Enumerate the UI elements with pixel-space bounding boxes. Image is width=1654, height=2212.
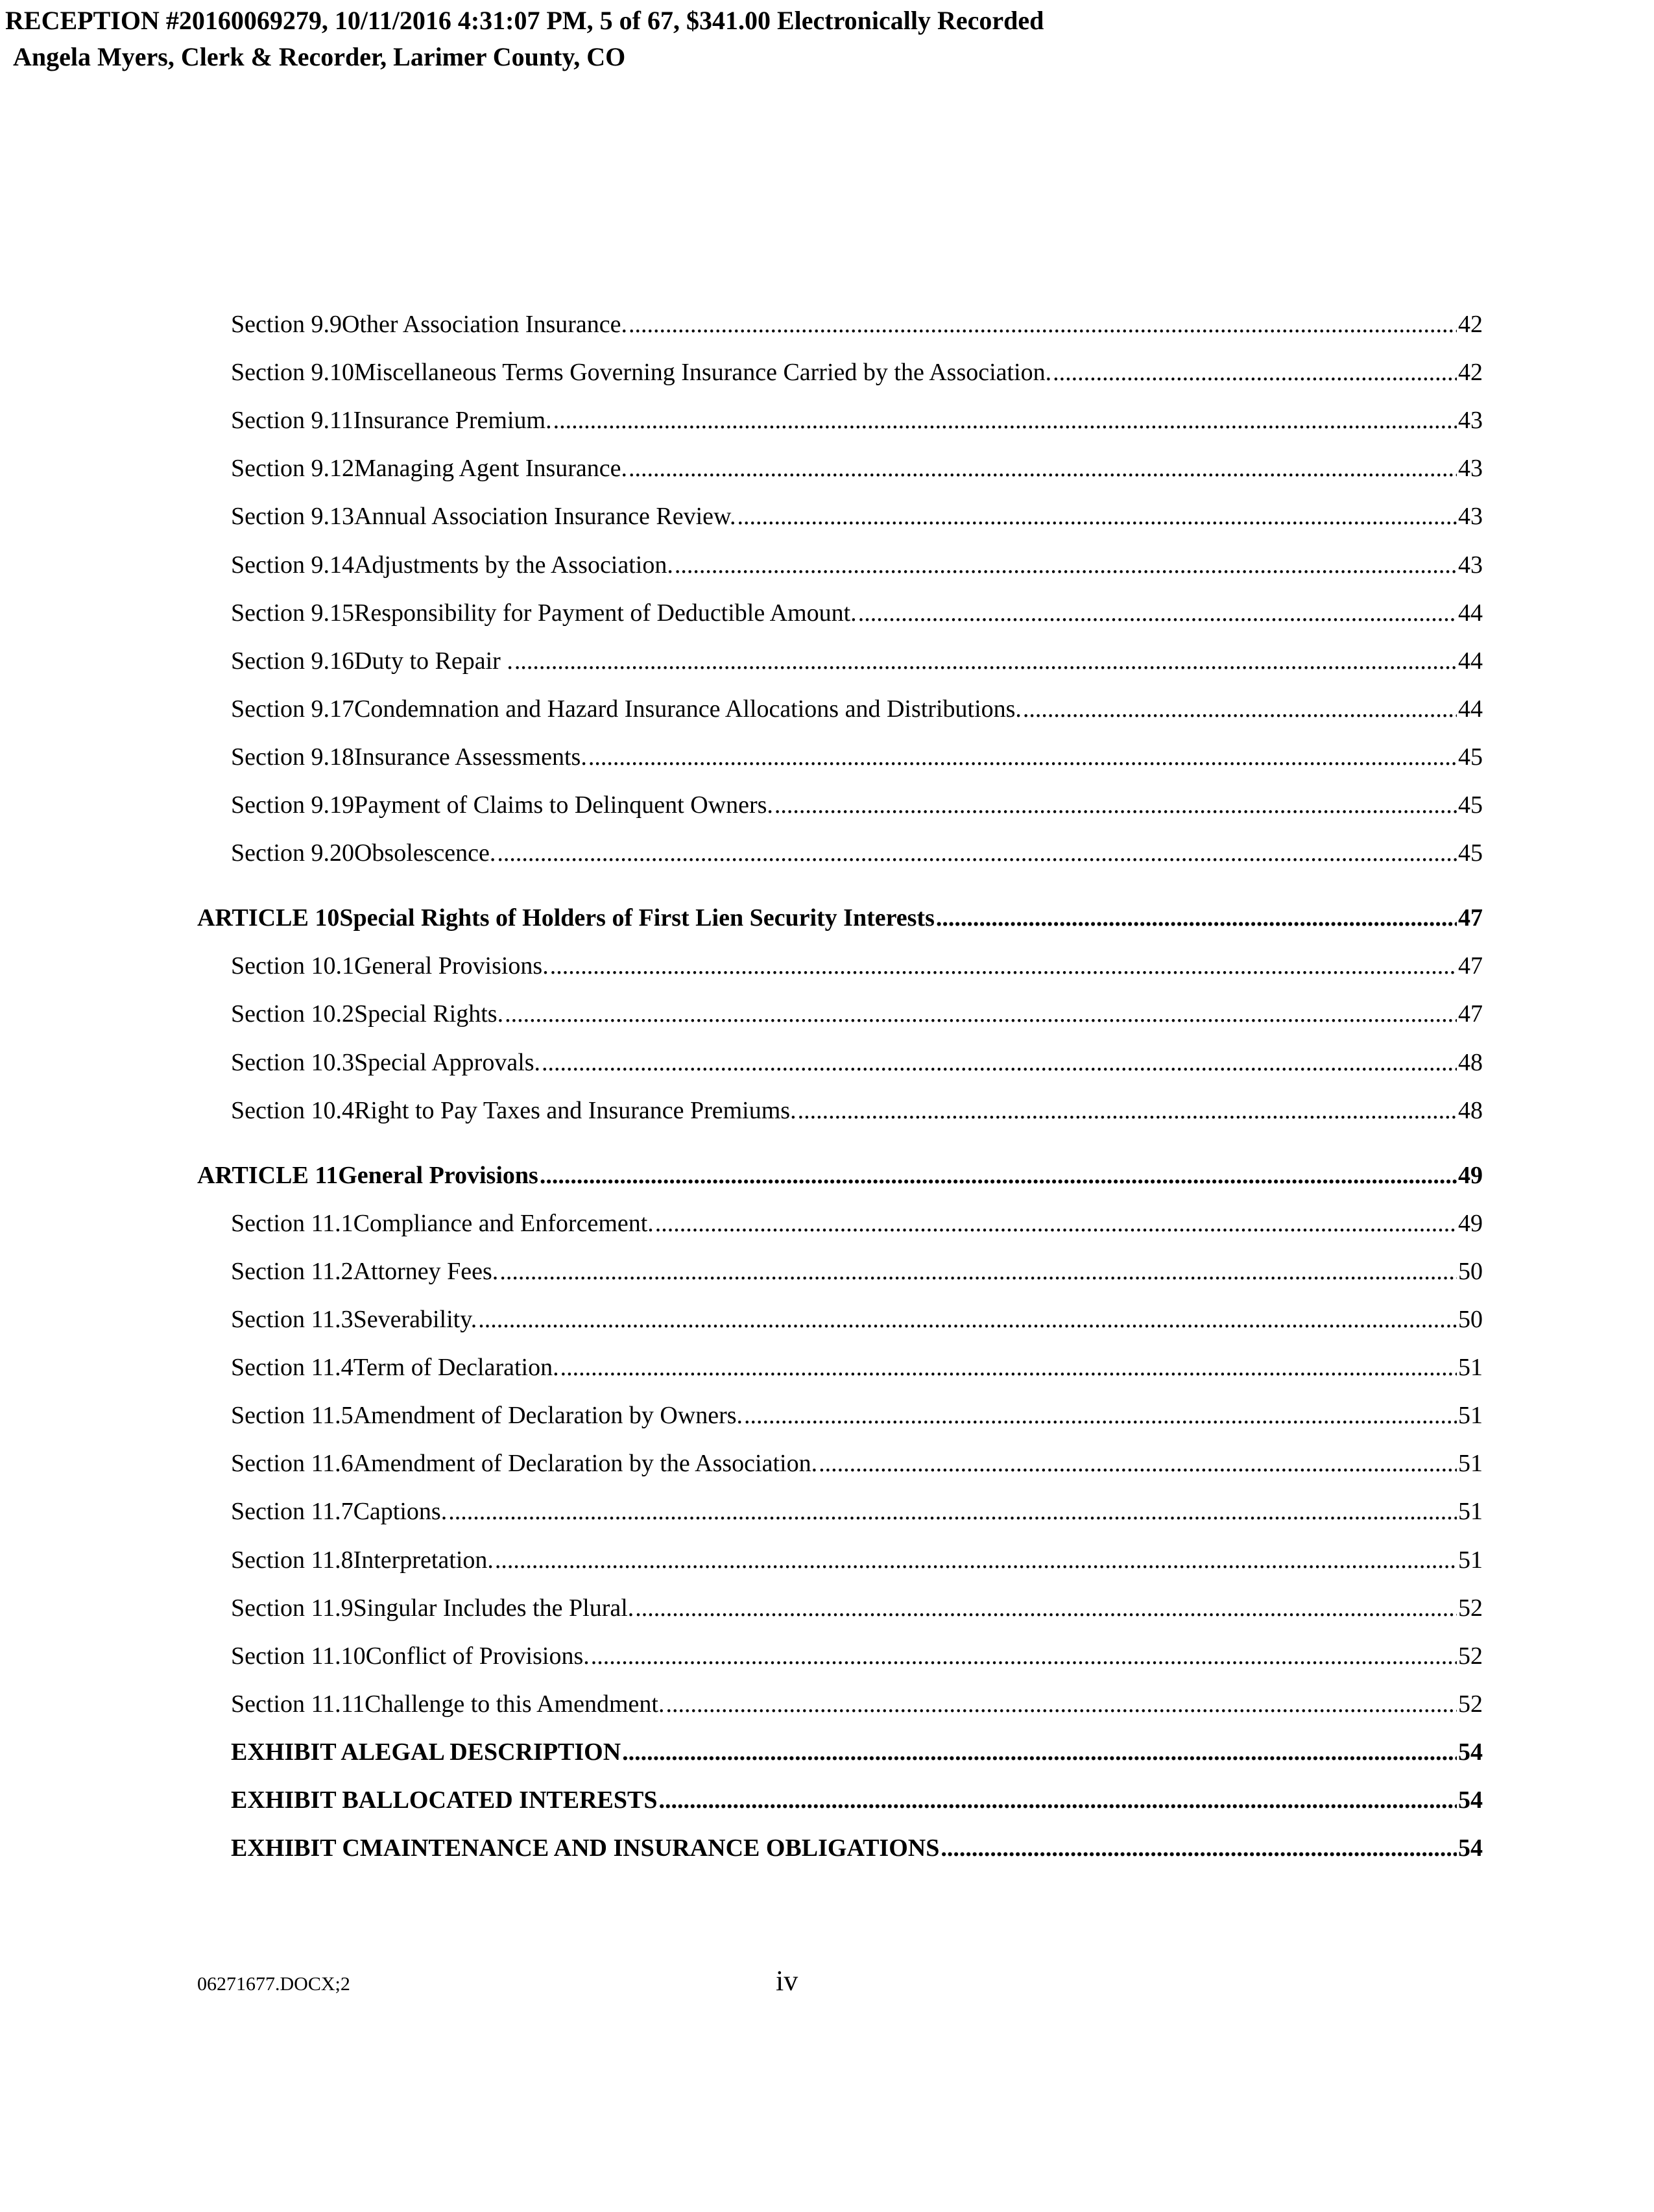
toc-entry-number: Section 10.4: [231, 1096, 354, 1124]
toc-dot-leader: [588, 738, 1457, 776]
toc-entry-title: Severability.: [353, 1306, 477, 1333]
toc-entry-page: 48: [1458, 1096, 1483, 1124]
toc-entry: [231, 497, 1483, 536]
toc-entry-page: 51: [1458, 1546, 1483, 1574]
toc-entry-number: Section 10.2: [231, 1000, 354, 1028]
toc-entry: [231, 1492, 1483, 1531]
toc-entry-page: 54: [1458, 1834, 1483, 1862]
toc-dot-leader: [655, 1204, 1457, 1243]
toc-dot-leader: [448, 1492, 1457, 1531]
recording-stamp-line-1: RECEPTION #20160069279, 10/11/2016 4:31:07 PM, 5 of 67, $341.00 Electronically Recorded: [5, 6, 1044, 35]
toc-entry-title: Special Rights.: [354, 1000, 504, 1028]
toc-entry-number: Section 9.10: [231, 359, 354, 387]
toc-entry-number: Section 9.18: [231, 743, 354, 771]
toc-entry-page: 44: [1458, 695, 1483, 723]
toc-entry: [231, 449, 1483, 488]
toc-dot-leader: [774, 786, 1457, 824]
toc-entry-number: EXHIBIT A: [231, 1738, 359, 1766]
toc-entry: [231, 642, 1483, 680]
toc-entry: [231, 738, 1483, 776]
toc-entry-number: Section 11.7: [231, 1498, 354, 1526]
toc-entry-number: Section 9.14: [231, 551, 354, 579]
toc-dot-leader: [550, 946, 1457, 985]
toc-entry-title: Special Rights of Holders of First Lien Security Interests: [339, 904, 935, 932]
toc-entry-page: 51: [1458, 1498, 1483, 1526]
toc-entry-title: Amendment of Declaration by the Association.: [353, 1450, 818, 1478]
toc-entry-number: Section 11.8: [231, 1546, 354, 1574]
toc-entry-title: Singular Includes the Plural.: [353, 1594, 634, 1622]
toc-dot-leader: [1023, 690, 1457, 728]
toc-entry-page: 50: [1458, 1306, 1483, 1333]
toc-entry-page: 43: [1458, 407, 1483, 435]
toc-entry-page: 50: [1458, 1257, 1483, 1285]
toc-entry: [231, 1252, 1483, 1291]
toc-entry-page: 51: [1458, 1450, 1483, 1478]
toc-entry: [231, 1637, 1483, 1676]
toc-entry: [231, 546, 1483, 584]
toc-entry-number: Section 9.11: [231, 407, 354, 435]
toc-entry: [231, 1043, 1483, 1082]
toc-dot-leader: [514, 642, 1457, 680]
toc-entry-number: Section 9.17: [231, 695, 354, 723]
toc-entry: [231, 1348, 1483, 1387]
toc-dot-leader: [497, 834, 1457, 872]
toc-dot-leader: [478, 1300, 1457, 1339]
toc-entry-page: 49: [1458, 1161, 1483, 1189]
toc-entry-page: 54: [1458, 1786, 1483, 1814]
toc-entry-number: Section 11.6: [231, 1450, 354, 1478]
toc-entry-number: Section 11.11: [231, 1690, 365, 1718]
toc-entry-page: 44: [1458, 599, 1483, 627]
toc-entry-title: General Provisions.: [354, 952, 549, 980]
toc-entry-number: Section 10.1: [231, 952, 354, 980]
toc-dot-leader: [659, 1781, 1457, 1820]
toc-entry: [231, 1589, 1483, 1628]
toc-entry-title: Challenge to this Amendment.: [365, 1690, 665, 1718]
toc-entry: [231, 1300, 1483, 1339]
toc-dot-leader: [560, 1348, 1457, 1387]
toc-entry-page: 47: [1458, 904, 1483, 932]
toc-entry-title: Obsolescence.: [354, 839, 496, 867]
toc-dot-leader: [553, 401, 1457, 440]
toc-entry: [231, 1204, 1483, 1243]
toc-entry-number: EXHIBIT C: [231, 1834, 360, 1862]
toc-dot-leader: [495, 1541, 1457, 1580]
toc-entry-title: Right to Pay Taxes and Insurance Premiums.: [354, 1096, 797, 1124]
toc-dot-leader: [798, 1091, 1457, 1130]
toc-entry: [231, 401, 1483, 440]
toc-entry-page: 52: [1458, 1642, 1483, 1670]
toc-dot-leader: [622, 1733, 1457, 1772]
toc-entry: [231, 305, 1483, 344]
toc-entry-number: Section 9.9: [231, 311, 342, 338]
toc-entry-number: Section 9.19: [231, 791, 354, 819]
toc-entry-page: 54: [1458, 1738, 1483, 1766]
recording-stamp: [5, 3, 1044, 75]
toc-dot-leader: [591, 1637, 1457, 1676]
toc-entry-title: Term of Declaration.: [353, 1354, 559, 1382]
toc-dot-leader: [941, 1829, 1457, 1868]
toc-entry-number: ARTICLE 11: [197, 1161, 339, 1189]
toc-entry-number: Section 9.16: [231, 647, 354, 675]
toc-entry-title: General Provisions: [338, 1161, 538, 1189]
toc-entry-page: 47: [1458, 952, 1483, 980]
toc-entry-title: Other Association Insurance.: [341, 311, 628, 338]
toc-entry-title: Conflict of Provisions.: [365, 1642, 590, 1670]
toc-dot-leader: [629, 449, 1457, 488]
toc-entry: [231, 946, 1483, 985]
toc-entry: [231, 353, 1483, 392]
toc-entry-number: Section 11.5: [231, 1402, 354, 1430]
toc-entry: [231, 1685, 1483, 1724]
toc-dot-leader: [635, 1589, 1457, 1628]
toc-entry: [197, 1156, 1483, 1195]
toc-dot-leader: [858, 594, 1457, 632]
toc-dot-leader: [499, 1252, 1457, 1291]
toc-entry: [231, 834, 1483, 872]
toc-entry-number: Section 11.2: [231, 1257, 354, 1285]
toc-dot-leader: [1053, 353, 1457, 392]
toc-dot-leader: [629, 305, 1457, 344]
toc-entry-page: 44: [1458, 647, 1483, 675]
toc-entry-number: Section 11.3: [231, 1306, 354, 1333]
toc-entry-page: 42: [1458, 311, 1483, 338]
toc-dot-leader: [665, 1685, 1457, 1724]
toc-entry-title: Adjustments by the Association.: [354, 551, 673, 579]
toc-entry-number: Section 9.15: [231, 599, 354, 627]
toc-dot-leader: [744, 1396, 1457, 1435]
toc-entry-title: MAINTENANCE AND INSURANCE OBLIGATIONS: [359, 1834, 940, 1862]
toc-entry-title: LEGAL DESCRIPTION: [358, 1738, 621, 1766]
toc-entry: [231, 1733, 1483, 1772]
toc-dot-leader: [505, 994, 1457, 1033]
toc-entry: [197, 898, 1483, 937]
toc-entry-page: 52: [1458, 1594, 1483, 1622]
page-number: iv: [776, 1965, 798, 1997]
toc-entry-number: Section 10.3: [231, 1048, 354, 1076]
toc-entry-number: Section 9.20: [231, 839, 354, 867]
toc-entry-page: 43: [1458, 551, 1483, 579]
toc-entry-title: Duty to Repair .: [354, 647, 513, 675]
toc-dot-leader: [936, 898, 1457, 937]
toc-entry-page: 47: [1458, 1000, 1483, 1028]
toc-entry-title: Responsibility for Payment of Deductible Amount.: [354, 599, 857, 627]
toc-entry: [231, 786, 1483, 824]
toc-entry-page: 43: [1458, 455, 1483, 483]
toc-entry-number: ARTICLE 10: [197, 904, 340, 932]
toc-entry-page: 45: [1458, 743, 1483, 771]
toc-entry-page: 51: [1458, 1402, 1483, 1430]
toc-dot-leader: [542, 1043, 1457, 1082]
toc-entry-number: EXHIBIT B: [231, 1786, 359, 1814]
toc-dot-leader: [675, 546, 1457, 584]
toc-entry-title: Managing Agent Insurance.: [354, 455, 628, 483]
toc-entry-title: Payment of Claims to Delinquent Owners.: [354, 791, 773, 819]
toc-entry: [231, 1091, 1483, 1130]
toc-entry: [231, 994, 1483, 1033]
toc-entry-title: Miscellaneous Terms Governing Insurance Carried by the Association.: [354, 359, 1052, 387]
toc-entry-page: 48: [1458, 1048, 1483, 1076]
toc-entry-title: Special Approvals.: [354, 1048, 541, 1076]
toc-entry: [231, 594, 1483, 632]
toc-entry-number: Section 11.4: [231, 1354, 354, 1382]
toc-entry-page: 45: [1458, 791, 1483, 819]
toc-entry-page: 45: [1458, 839, 1483, 867]
toc-entry-title: Amendment of Declaration by Owners.: [353, 1402, 743, 1430]
toc-entry: [231, 1829, 1483, 1868]
toc-entry-title: ALLOCATED INTERESTS: [358, 1786, 658, 1814]
toc-dot-leader: [540, 1156, 1457, 1195]
toc-entry-title: Compliance and Enforcement.: [353, 1209, 654, 1237]
toc-entry-page: 52: [1458, 1690, 1483, 1718]
toc-entry-page: 42: [1458, 359, 1483, 387]
toc-entry-title: Condemnation and Hazard Insurance Allocations and Distributions.: [354, 695, 1022, 723]
toc-entry: [231, 1396, 1483, 1435]
toc-entry-page: 51: [1458, 1354, 1483, 1382]
toc-entry-title: Attorney Fees.: [353, 1257, 499, 1285]
toc-entry-title: Interpretation.: [353, 1546, 494, 1574]
toc-entry-title: Captions.: [353, 1498, 448, 1526]
toc-entry-title: Annual Association Insurance Review.: [354, 503, 736, 531]
toc-entry-number: Section 9.12: [231, 455, 354, 483]
toc-entry-number: Section 9.13: [231, 503, 354, 531]
recording-stamp-line-2: Angela Myers, Clerk & Recorder, Larimer County, CO: [13, 42, 626, 71]
toc-entry-title: Insurance Premium.: [353, 407, 552, 435]
toc-entry-number: Section 11.9: [231, 1594, 354, 1622]
toc-entry-number: Section 11.10: [231, 1642, 366, 1670]
toc-entry: [231, 1541, 1483, 1580]
toc-entry-page: 49: [1458, 1209, 1483, 1237]
toc-entry-title: Insurance Assessments.: [354, 743, 587, 771]
toc-dot-leader: [819, 1444, 1457, 1483]
toc-entry: [231, 1444, 1483, 1483]
toc-entry-number: Section 11.1: [231, 1209, 354, 1237]
toc-entry: [231, 1781, 1483, 1820]
toc-entry: [231, 690, 1483, 728]
toc-entry-page: 43: [1458, 503, 1483, 531]
toc-dot-leader: [737, 497, 1457, 536]
document-id: 06271677.DOCX;2: [197, 1973, 350, 1995]
